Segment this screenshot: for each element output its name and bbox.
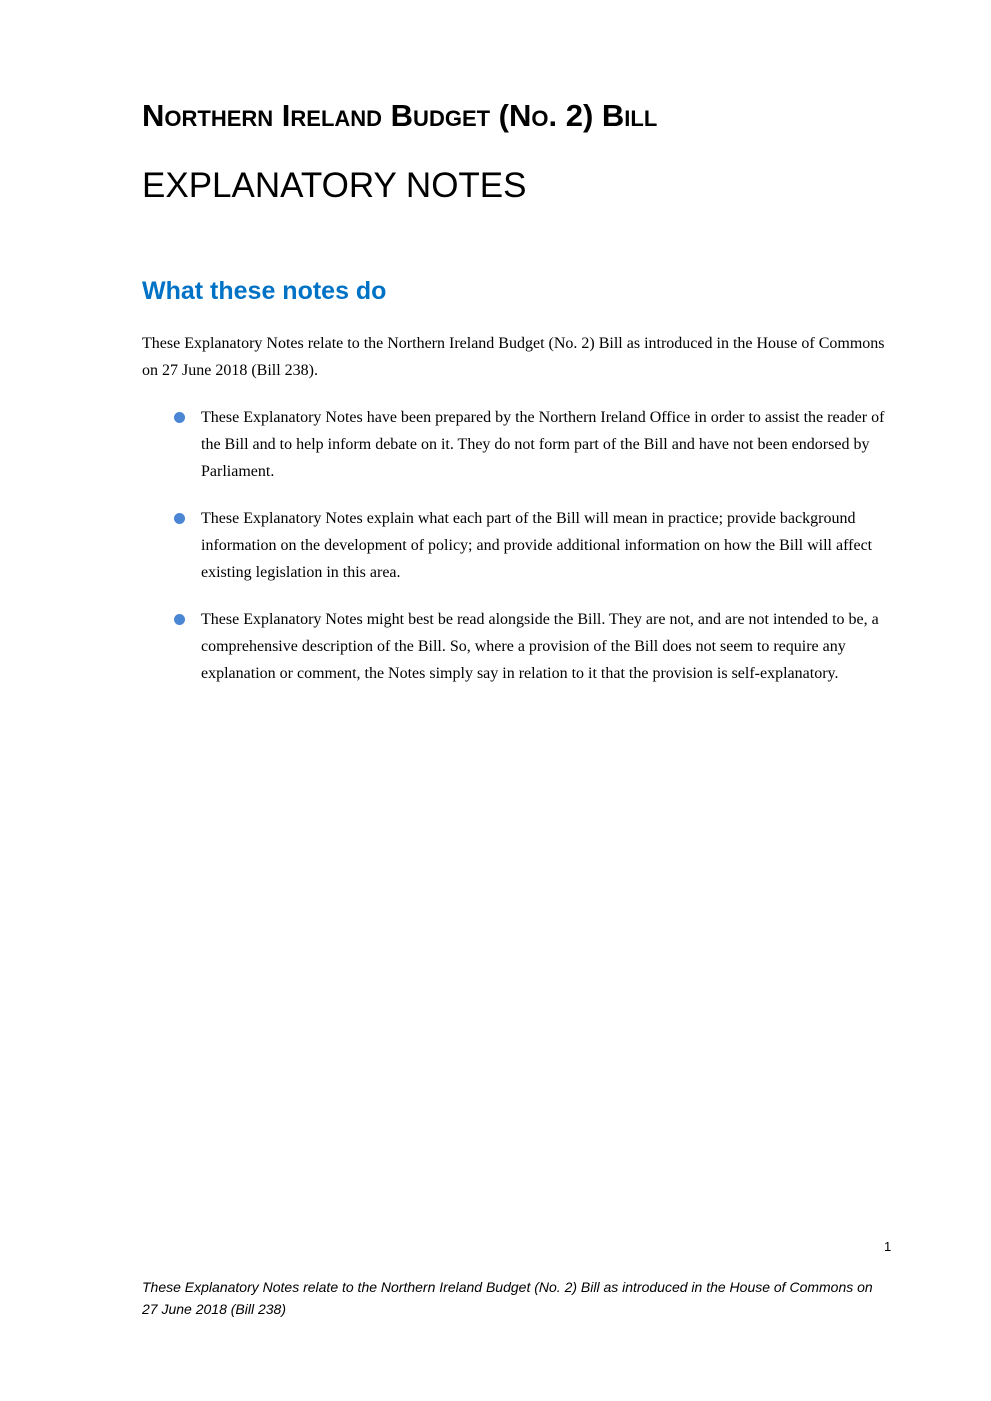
bullet-list [142, 404, 902, 707]
bullet-text: These Explanatory Notes explain what each part of the Bill will mean in practice; provide background information on the development of policy; and provide additional information on how the Bill will affect existing legislation in this area. [201, 510, 873, 581]
bullet-dot-icon [174, 412, 185, 423]
bullet-dot-icon [174, 513, 185, 524]
bullet-item [142, 606, 902, 687]
page-number: 1 [884, 1239, 892, 1254]
document-title: Northern Ireland Budget (No. 2) Bill [142, 98, 658, 133]
bullet-text: These Explanatory Notes might best be read alongside the Bill. They are not, and are not intended to be, a comprehensive description of the Bill. So, where a provision of the Bill does not seem to require any explanation or comment, the Notes simply say in relation to it that the provision is self-explanatory. [201, 611, 879, 682]
intro-paragraph: These Explanatory Notes relate to the Northern Ireland Budget (No. 2) Bill as introduced in the House of Commons on 27 June 2018 (Bill 238). [142, 335, 885, 379]
document-subtitle: EXPLANATORY NOTES [142, 166, 527, 205]
footer-note: These Explanatory Notes relate to the Northern Ireland Budget (No. 2) Bill as introduced in the House of Commons on 27 June 2018 (Bill 238) [142, 1279, 873, 1317]
bullet-text: These Explanatory Notes have been prepared by the Northern Ireland Office in order to assist the reader of the Bill and to help inform debate on it. They do not form part of the Bill and have not been endorsed by Parliament. [201, 409, 885, 480]
bullet-item [142, 404, 902, 485]
bullet-item [142, 505, 902, 586]
bullet-dot-icon [174, 614, 185, 625]
section-heading: What these notes do [142, 277, 387, 305]
